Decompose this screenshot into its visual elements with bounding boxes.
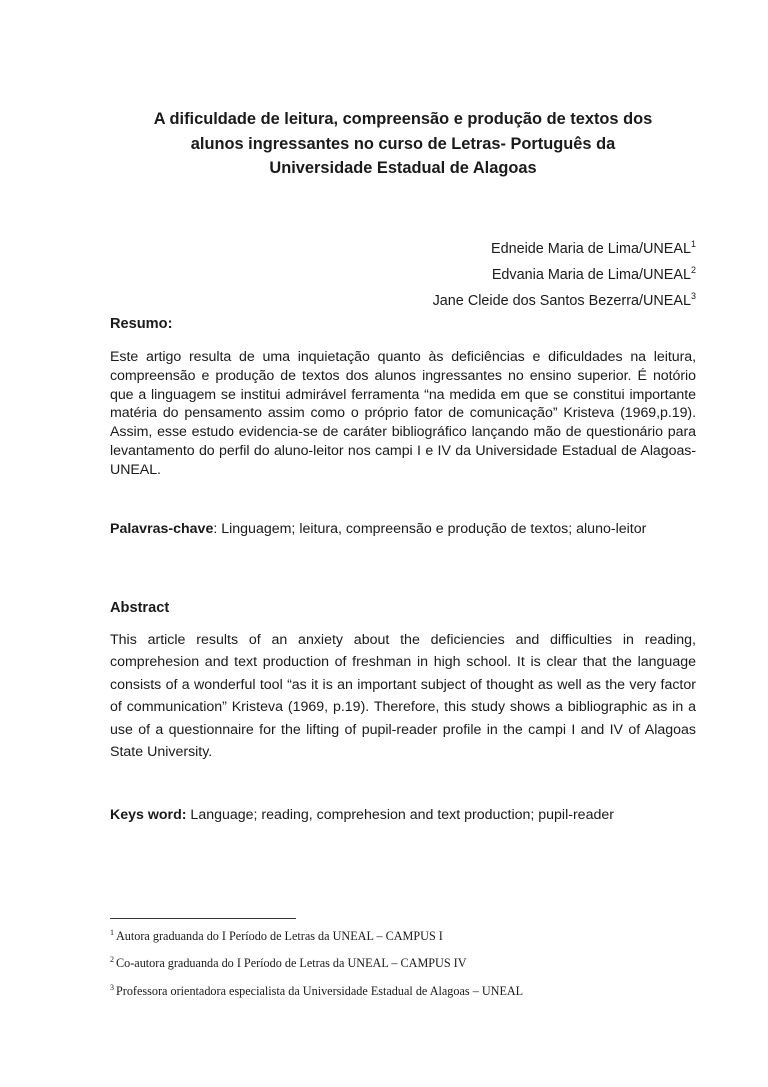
author-2: Edvania Maria de Lima/UNEAL$^2$ (491, 265, 696, 283)
title-line-2: alunos ingressantes no curso de Letras- Português da (190, 134, 616, 153)
title-line-1: A dificuldade de leitura, compreensão e produção de textos dos (153, 110, 653, 128)
palavras-chave-label: Palavras-chave (110, 521, 214, 537)
author-list (110, 236, 696, 314)
author-3: Jane Cleide dos Santos Bezerra/UNEAL$^3$ (432, 291, 696, 309)
palavras-chave-text: : Linguagem; leitura, compreensão e produção de textos; aluno-leitor (213, 521, 647, 537)
author-1: Edneide Maria de Lima/UNEAL$^1$ (491, 239, 696, 257)
author-3-footnote-mark: 3 (690, 291, 696, 301)
keywords-en (110, 804, 696, 826)
footnote-2-mark: 2 (110, 955, 114, 964)
resumo-text: Este artigo resulta de uma inquietação quanto às deficiências e dificuldades na leitura, compreensão e produção de textos dos alunos ingressantes no ensino superior. É notório que a linguagem se institui admirável ferramenta “na medida em que se constitui importante matéria do pensamento assim como o próprio fator de comunicação” Kristeva (1969,p.19). Assim, esse estudo evidencia-se de caráter bibliográfico lançando mão de questionário para levantamento do perfil do aluno-leitor nos campi I e IV da Universidade Estadual de Alagoas-UNEAL. (110, 349, 696, 478)
title-line-3: Universidade Estadual de Alagoas (269, 159, 537, 177)
footnote-3-mark: 3 (110, 983, 114, 992)
keywords-en-label: Keys word: (110, 807, 187, 823)
keywords-en-text: Language; reading, comprehesion and text production; pupil-reader (186, 807, 614, 823)
footnote-3: $^3$ Professora orientadora especialista da Universidade Estadual de Alagoas – UNEAL (110, 983, 524, 998)
palavras-chave (110, 519, 696, 540)
footnote-1-mark: 1 (110, 928, 114, 937)
author-1-footnote-mark: 1 (690, 239, 696, 249)
abstract-heading: Abstract (110, 600, 170, 616)
author-2-footnote-mark: 2 (690, 265, 696, 275)
resumo-heading: Resumo: (110, 316, 173, 332)
footnote-2: $^2$ Co-autora graduanda do I Período de Letras da UNEAL – CAMPUS IV (110, 955, 467, 970)
footnote-separator (110, 918, 296, 919)
abstract-text: This article results of an anxiety about the deficiencies and difficulties in reading, comprehesion and text production of freshman in high school. It is clear that the language consists of a wonderful tool “as it is an important subject of thought as well as the very factor of communication” Kristeva (1969, p.19). Therefore, this study shows a bibliographic as in a use of a questionnaire for the lifting of pupil-reader profile in the campi I and IV of Alagoas State University. (110, 632, 696, 761)
paper-title (110, 107, 696, 181)
footnote-1: $^1$ Autora graduanda do I Período de Letras da UNEAL – CAMPUS I (110, 928, 443, 943)
